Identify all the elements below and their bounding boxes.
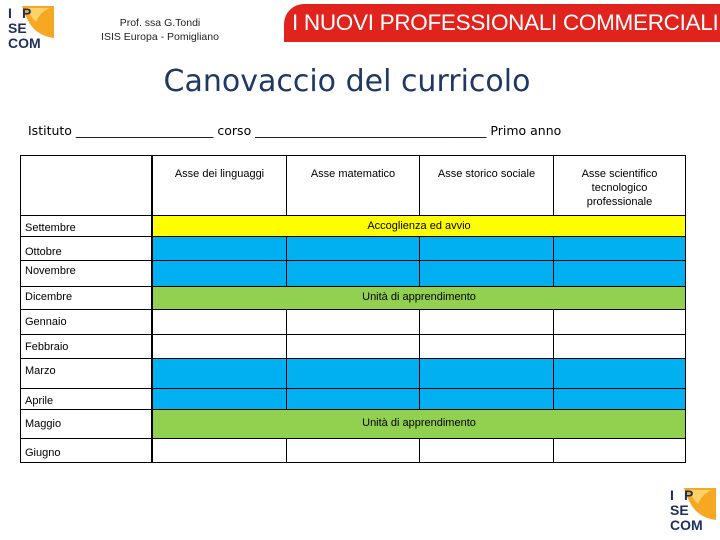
header-banner — [284, 4, 720, 42]
logo-letter-i: I — [8, 5, 12, 21]
column-asse-storico: Asse storico sociale — [419, 155, 554, 216]
table-row — [20, 286, 686, 310]
logo-letters-com: COM — [670, 517, 703, 533]
month-label: Gennaio — [25, 316, 67, 328]
header-empty-cell — [20, 155, 152, 216]
logo-letters-se: SE — [670, 502, 689, 518]
activity-cell — [553, 438, 686, 463]
month-cell — [20, 334, 152, 359]
month-label: Settembre — [25, 222, 76, 234]
column-asse-scientifico: Asse scientifico tecnologico professionale — [553, 155, 686, 216]
activity-cell — [419, 260, 554, 287]
merged-unita-apprendimento: Unità di apprendimento — [152, 286, 686, 310]
activity-cell — [419, 236, 554, 261]
logo-letters-com: COM — [8, 35, 41, 51]
month-label: Maggio — [25, 418, 62, 430]
subtitle-line: Istituto ______________________ corso _____________________________________ Primo anno — [28, 123, 562, 138]
month-cell — [20, 215, 152, 237]
column-asse-matematico: Asse matematico — [286, 155, 420, 216]
curriculum-table — [20, 155, 686, 463]
month-label: Febbraio — [25, 341, 69, 353]
table-row — [20, 334, 686, 359]
activity-cell — [553, 260, 686, 287]
month-cell — [20, 309, 152, 335]
column-asse-linguaggi: Asse dei linguaggi — [152, 155, 287, 216]
activity-cell — [152, 438, 287, 463]
table-row — [20, 438, 686, 463]
author-name: Prof. ssa G.Tondi — [119, 17, 201, 29]
month-label: Giugno — [25, 447, 61, 459]
activity-cell — [553, 388, 686, 410]
activity-cell — [286, 388, 420, 410]
activity-cell — [419, 438, 554, 463]
activity-cell — [553, 309, 686, 335]
activity-cell — [553, 334, 686, 359]
activity-cell — [553, 358, 686, 389]
activity-cell — [286, 334, 420, 359]
activity-cell — [286, 358, 420, 389]
ipsecom-logo-footer — [668, 486, 716, 534]
activity-cell — [152, 236, 287, 261]
activity-cell — [419, 388, 554, 410]
author-info — [80, 16, 240, 44]
activity-cell — [286, 236, 420, 261]
month-cell — [20, 286, 152, 310]
table-row — [20, 215, 686, 237]
author-school: ISIS Europa - Pomigliano — [101, 31, 219, 43]
page-title: Canovaccio del curricolo — [163, 64, 531, 99]
month-cell — [20, 409, 152, 439]
month-cell — [20, 260, 152, 287]
activity-cell — [419, 309, 554, 335]
month-label: Novembre — [25, 265, 76, 277]
logo-letter-p: P — [22, 5, 32, 21]
month-cell — [20, 438, 152, 463]
month-cell — [20, 236, 152, 261]
month-cell — [20, 388, 152, 410]
month-cell — [20, 358, 152, 389]
merged-accoglienza: Accoglienza ed avvio — [152, 215, 686, 237]
logo-letter-i: I — [670, 487, 674, 503]
table-row — [20, 260, 686, 287]
month-label: Ottobre — [25, 246, 62, 258]
logo-letters-se: SE — [8, 20, 27, 36]
activity-cell — [286, 260, 420, 287]
activity-cell — [152, 309, 287, 335]
table-row — [20, 309, 686, 335]
activity-cell — [152, 334, 287, 359]
activity-cell — [152, 260, 287, 287]
activity-cell — [286, 438, 420, 463]
logo-letter-p: P — [684, 487, 694, 503]
activity-cell — [286, 309, 420, 335]
table-row — [20, 409, 686, 439]
month-label: Marzo — [25, 365, 56, 377]
activity-cell — [152, 388, 287, 410]
activity-cell — [553, 236, 686, 261]
month-label: Aprile — [25, 395, 54, 407]
merged-unita-apprendimento: Unità di apprendimento — [152, 409, 686, 439]
activity-cell — [152, 358, 287, 389]
activity-cell — [419, 334, 554, 359]
table-header-row — [20, 155, 686, 216]
table-row — [20, 358, 686, 389]
month-label: Dicembre — [25, 291, 73, 303]
banner-text: I NUOVI PROFESSIONALI COMMERCIALI — [292, 10, 719, 35]
activity-cell — [419, 358, 554, 389]
table-row — [20, 388, 686, 410]
ipsecom-logo — [6, 4, 54, 52]
table-row — [20, 236, 686, 261]
